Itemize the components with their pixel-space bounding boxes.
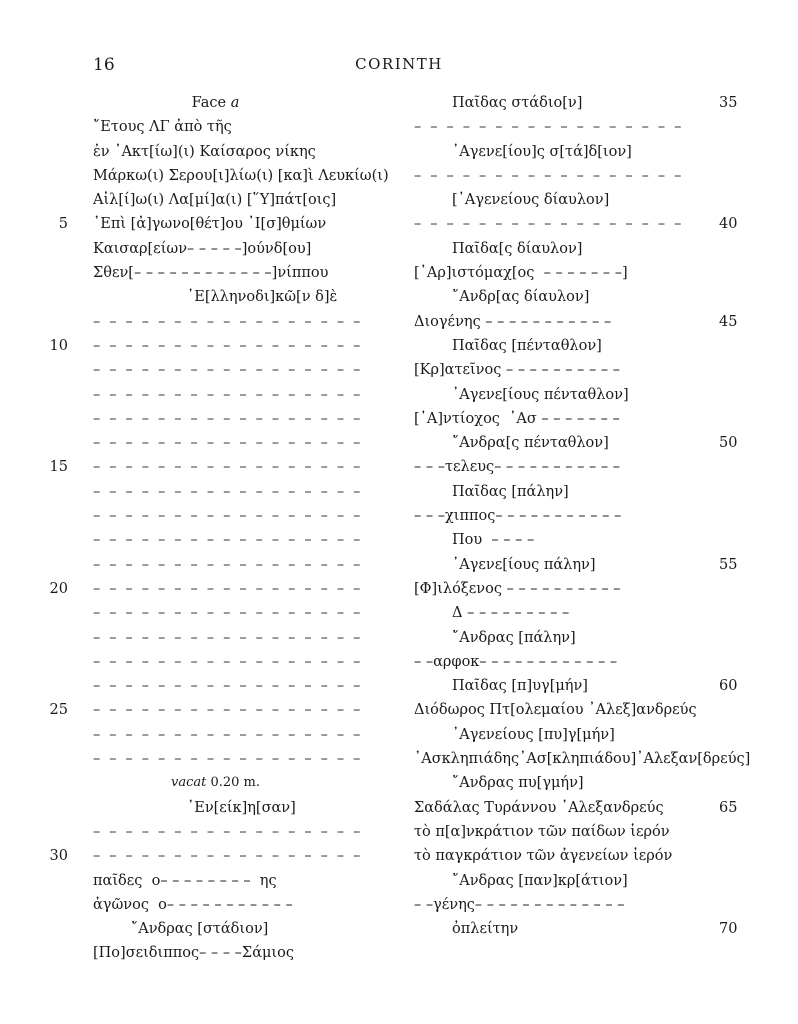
line-text: – – – – – – – – – – – – – – – – – (93, 823, 363, 840)
line-text: Παῖδα[ς δίαυλον] (452, 240, 583, 257)
inscription-line (414, 115, 684, 139)
inscription-line (93, 188, 338, 212)
inscription-line (93, 237, 338, 261)
inscription-line (414, 261, 660, 285)
line-number: 10 (49, 337, 68, 354)
line-number: 20 (49, 580, 68, 597)
inscription-line (414, 844, 673, 868)
line-text: – – – – – – – – – – – – – – – – – (93, 410, 363, 427)
line-number: 45 (719, 313, 738, 330)
line-text: – – –τελευς– – – – – – – – – – – (414, 459, 620, 476)
inscription-line (93, 941, 338, 965)
line-number: 50 (719, 435, 738, 452)
inscription-line (93, 431, 363, 455)
page-number: 16 (93, 55, 115, 75)
line-text: – – – – – – – – – – – – – – – – – (93, 848, 363, 865)
inscription-line (414, 893, 660, 917)
line-text: – – – – – – – – – – – – – – – – – (93, 337, 363, 354)
inscription-line (414, 577, 660, 601)
inscription-line (93, 917, 338, 941)
line-text: ὀπλείτην (452, 921, 519, 938)
line-text: παῖδες ο– – – – – – – – ης (93, 872, 277, 889)
line-text: ᾿Αγενείους [πυ]γ[μήν] (452, 726, 615, 743)
inscription-line (93, 358, 363, 382)
inscription-line (414, 164, 684, 188)
line-text: – – – – – – – – – – – – – – – – – (414, 167, 684, 184)
inscription-line (93, 893, 338, 917)
line-text: – – – – – – – – – – – – – – – – – (93, 556, 363, 573)
inscription-line (414, 771, 660, 795)
inscription-line (414, 698, 697, 722)
inscription-line (93, 140, 338, 164)
inscription-line (58, 212, 338, 236)
line-text: ᾿Αγενε[ίου]ς σ[τά]δ[ιον] (452, 143, 632, 160)
line-text: ᾿Επὶ [ἀ]γωνο[θέτ]ου ᾿Ι[σ]θμίων (93, 216, 327, 233)
line-text: – –γένης– – – – – – – – – – – – – (414, 896, 625, 913)
inscription-line (49, 698, 363, 722)
inscription-line (414, 431, 738, 455)
inscription-line (414, 820, 670, 844)
inscription-line (93, 164, 389, 188)
line-text: – – – – – – – – – – – – – – – – – (93, 386, 363, 403)
line-text: Καισαρ[είων– – – – –]ούνδ[ου] (93, 240, 312, 257)
inscription-line (93, 285, 338, 309)
inscription-line (414, 407, 660, 431)
inscription-line (93, 820, 363, 844)
line-text: [Πο]σειδιππος– – – –Σάμιος (93, 945, 294, 962)
inscription-line (93, 383, 363, 407)
line-text: – – – – – – – – – – – – – – – – – (93, 459, 363, 476)
line-text: – – – – – – – – – – – – – – – – – (93, 483, 363, 500)
line-text: – – – – – – – – – – – – – – – – – (93, 678, 363, 695)
inscription-line (93, 601, 363, 625)
inscription-line (93, 771, 338, 795)
line-text: ῎Ετους ΛΓ ἀπὸ τῆς (93, 119, 232, 136)
line-text: – – – – – – – – – – – – – – – – – (93, 702, 363, 719)
line-text: [᾿Αγενείους δίαυλον] (452, 192, 610, 209)
line-text: Που – – – – (452, 532, 535, 549)
inscription-column-a (49, 91, 389, 966)
line-text: ᾿Αγενε[ίους πάλην] (452, 556, 596, 573)
line-text: – – – – – – – – – – – – – – – – – (93, 653, 363, 670)
inscription-line (414, 383, 660, 407)
inscription-line (414, 650, 660, 674)
inscription-line (93, 407, 363, 431)
line-text: [Κρ]ατεῖνος – – – – – – – – – – (414, 362, 620, 379)
inscription-line (414, 626, 660, 650)
line-text: – – – – – – – – – – – – – – – – – (414, 216, 684, 233)
inscription-line (414, 140, 660, 164)
inscription-line (49, 844, 363, 868)
line-text: – – – – – – – – – – – – – – – – – (93, 605, 363, 622)
line-number: 70 (719, 921, 738, 938)
line-number: 30 (49, 848, 68, 865)
line-text: vacat 0.20 m. (170, 775, 261, 791)
inscription-line (414, 480, 660, 504)
line-text: ᾿Ασκληπιάδης᾿Ασ[κληπιάδου]᾿Αλεξαν[δρεύς] (414, 751, 751, 768)
line-text: ῎Ανδρας [πάλην] (452, 629, 576, 646)
inscription-line (93, 553, 363, 577)
inscription-line (93, 91, 338, 115)
line-text: ἀγῶνος ο– – – – – – – – – – – (93, 896, 293, 913)
line-number: 60 (719, 678, 738, 695)
inscription-line (414, 188, 660, 212)
line-number: 15 (49, 459, 68, 476)
inscription-line (93, 115, 338, 139)
line-text: [Φ]ιλόξενος – – – – – – – – – – (414, 580, 621, 597)
inscription-line (49, 577, 363, 601)
inscription-line (414, 917, 738, 941)
line-text: Διόδωρος Πτ[ολεμαίου ᾿Αλεξ]ανδρεύς (414, 702, 697, 719)
line-text: Παῖδας στάδιο[ν] (452, 95, 583, 111)
inscription-line (93, 480, 363, 504)
line-text: Face a (191, 95, 240, 111)
inscription-line (414, 455, 660, 479)
inscription-line (414, 504, 660, 528)
line-number: 35 (719, 95, 738, 111)
inscription-line (414, 674, 738, 698)
inscription-line (414, 212, 738, 236)
inscription-line (414, 553, 738, 577)
inscription-line (414, 747, 751, 771)
inscription-line (93, 261, 338, 285)
line-number: 40 (719, 216, 738, 233)
line-text: ῎Ανδρ[ας δίαυλον] (452, 289, 590, 306)
line-number: 5 (58, 216, 68, 233)
inscription-line (414, 528, 660, 552)
line-text: Σαδάλας Τυράννου ᾿Αλεξανδρεύς (414, 799, 664, 816)
line-text: – – – – – – – – – – – – – – – – – (93, 508, 363, 525)
line-text: τὸ παγκράτιον τῶν ἀγενείων ἱερόν (414, 848, 673, 865)
line-text: ῎Ανδρας [παν]κρ[άτιον] (452, 872, 628, 889)
line-text: – – –χιππος– – – – – – – – – – – (414, 508, 622, 525)
line-number: 65 (719, 799, 738, 816)
line-text: [᾿Αρ]ιστόμαχ[ος – – – – – – –] (414, 265, 628, 282)
line-text: – – – – – – – – – – – – – – – – – (93, 629, 363, 646)
inscription-line (93, 796, 338, 820)
line-text: – – – – – – – – – – – – – – – – – (414, 119, 684, 136)
line-number: 55 (719, 556, 738, 573)
line-number: 25 (49, 702, 68, 719)
inscription-line (414, 723, 660, 747)
inscription-line (414, 310, 738, 334)
line-text: [᾿Α]ντίοχος ᾿Ασ – – – – – – – (414, 410, 620, 427)
inscription-line (93, 310, 363, 334)
line-text: ἐν ᾿Ακτ[ίω](ι) Καίσαρος νίκης (93, 143, 316, 160)
line-text: Παῖδας [πένταθλον] (452, 337, 602, 354)
line-text: Παῖδας [π]υγ[μήν] (452, 678, 588, 695)
line-text: – – – – – – – – – – – – – – – – – (93, 580, 363, 597)
line-text: – – – – – – – – – – – – – – – – – (93, 751, 363, 768)
inscription-line (414, 334, 660, 358)
line-text: – – – – – – – – – – – – – – – – – (93, 362, 363, 379)
inscription-line (414, 237, 660, 261)
line-text: Αἰλ[ί]ω(ι) Λα[μί]α(ι) [῞Υ]πάτ[οις] (93, 192, 337, 209)
inscription-line (414, 91, 738, 115)
inscription-column-b (414, 91, 751, 941)
inscription-line (414, 358, 660, 382)
line-text: – –αρφοκ– – – – – – – – – – – – (414, 653, 618, 670)
line-text: ᾿Αγενε[ίους πένταθλον] (452, 386, 629, 403)
line-text: Μάρκω(ι) Σερου[ι]λίω(ι) [κα]ὶ Λευκίω(ι) (93, 167, 389, 184)
line-text: Σθεν[– – – – – – – – – – – –]νίππου (93, 265, 329, 282)
inscription-line (93, 674, 363, 698)
line-text: ῎Ανδρα[ς πένταθλον] (452, 435, 609, 452)
inscription-line (93, 650, 363, 674)
line-text: – – – – – – – – – – – – – – – – – (93, 435, 363, 452)
line-text: ῎Ανδρας πυ[γμήν] (452, 775, 584, 792)
inscription-line (49, 455, 363, 479)
inscription-line (93, 626, 363, 650)
line-text: – – – – – – – – – – – – – – – – – (93, 726, 363, 743)
line-text: ῾Ε[λληνοδι]κῶ[ν δ]ὲ (187, 289, 338, 306)
line-text: – – – – – – – – – – – – – – – – – (93, 313, 363, 330)
inscription-line (414, 796, 738, 820)
line-text: Δ – – – – – – – – – (452, 605, 570, 622)
inscription-line (93, 747, 363, 771)
running-title: CORINTH (355, 55, 443, 73)
inscription-line (93, 723, 363, 747)
inscription-line (414, 285, 660, 309)
line-text: τὸ π[α]νκράτιον τῶν παίδων ἱερόν (414, 823, 670, 840)
inscription-line (49, 334, 363, 358)
inscription-line (93, 869, 338, 893)
inscription-line (414, 869, 660, 893)
line-text: Διογένης – – – – – – – – – – – (414, 313, 612, 330)
inscription-line (414, 601, 660, 625)
line-text: ῎Ανδρας [στάδιον] (131, 921, 269, 938)
inscription-line (93, 528, 363, 552)
line-text: ᾿Εν[είκ]η[σαν] (187, 799, 296, 816)
line-text: – – – – – – – – – – – – – – – – – (93, 532, 363, 549)
inscription-line (93, 504, 363, 528)
line-text: Παῖδας [πάλην] (452, 483, 569, 500)
